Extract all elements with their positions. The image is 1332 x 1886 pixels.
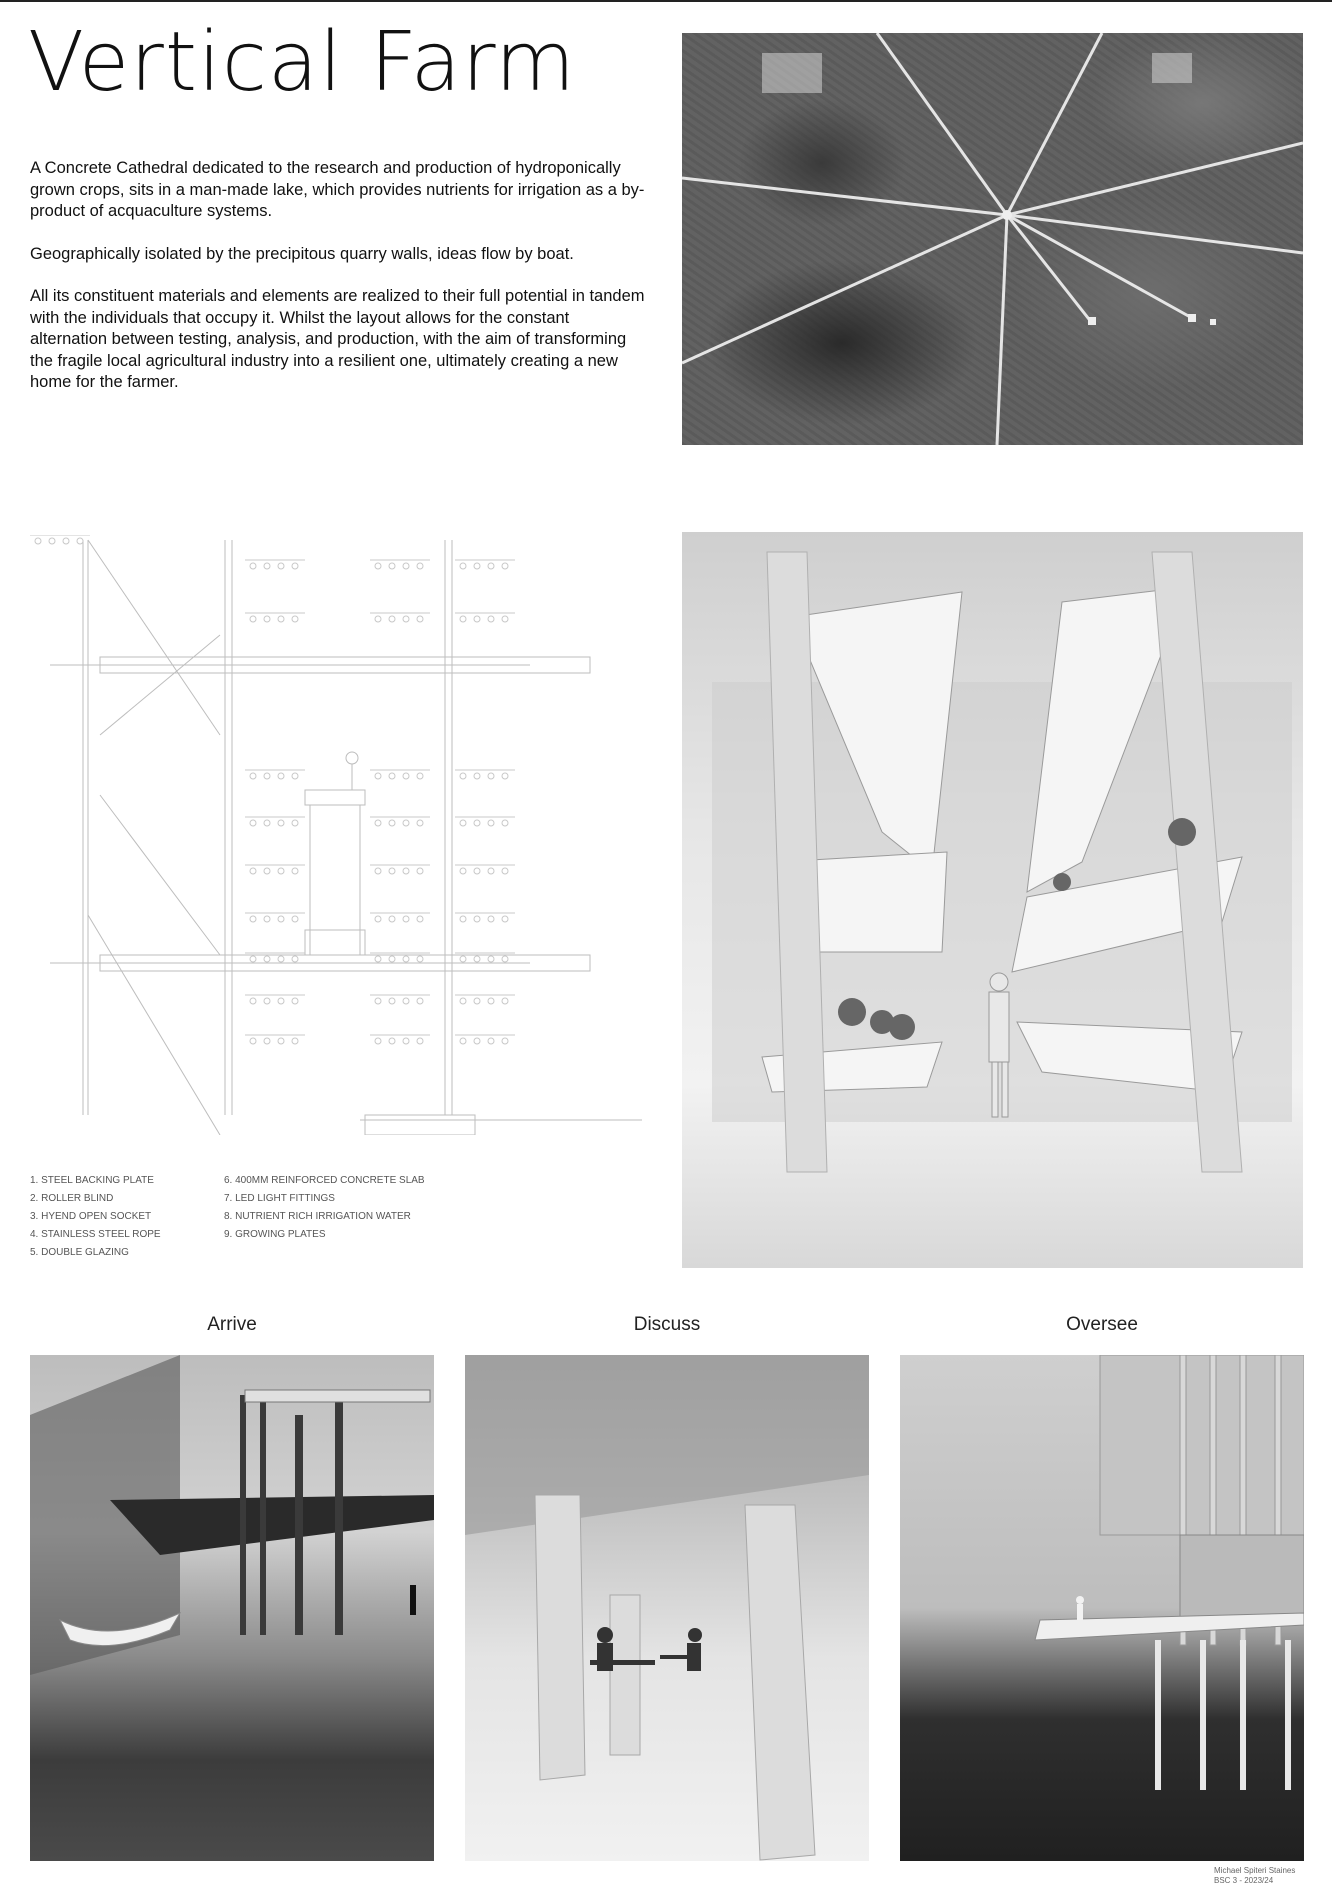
legend-item: 9. GROWING PLATES [224, 1229, 326, 1240]
author-credit [1214, 1866, 1295, 1886]
model-photo-shapes [682, 532, 1303, 1268]
model-photo-interior [682, 532, 1303, 1268]
page-title: Vertical Farm [28, 15, 577, 110]
caption-oversee: Oversee [1066, 1314, 1138, 1335]
photo-oversee-shapes [900, 1355, 1304, 1861]
intro-paragraph-2: Geographically isolated by the precipitous quarry walls, ideas flow by boat. [30, 244, 574, 263]
intro-text [30, 158, 650, 415]
legend-column-1 [30, 1172, 161, 1262]
caption-arrive: Arrive [207, 1314, 257, 1335]
course-year: BSC 3 - 2023/24 [1214, 1876, 1274, 1885]
legend-item: 1. STEEL BACKING PLATE [30, 1175, 154, 1186]
section-drawing-svg [30, 535, 642, 1135]
photo-arrive [30, 1355, 434, 1861]
photo-discuss-shapes [465, 1355, 869, 1861]
author-name: Michael Spiteri Staines [1214, 1866, 1296, 1875]
photo-discuss [465, 1355, 869, 1861]
legend-column-2 [224, 1172, 425, 1244]
intro-paragraph-1: A Concrete Cathedral dedicated to the research and production of hydroponically grown crops, sits in a man-made lake, which provides nutrients for irrigation as a by-product of acquaculture systems. [30, 159, 645, 220]
aerial-site-photo [682, 33, 1303, 445]
legend-item: 6. 400MM REINFORCED CONCRETE SLAB [224, 1175, 425, 1186]
legend-item: 5. DOUBLE GLAZING [30, 1247, 129, 1258]
section-drawing [30, 535, 642, 1135]
legend-item: 8. NUTRIENT RICH IRRIGATION WATER [224, 1211, 411, 1222]
intro-paragraph-3: All its constituent materials and elements are realized to their full potential in tandem with the individuals that occupy it. Whilst the layout allows for the constant alternation between testing, analysis, and production, with the aim of transforming the fragile local agricultural industry into a resilient one, ultimately creating a new home for the farmer. [30, 287, 645, 391]
aerial-center-marker [1002, 210, 1012, 220]
aerial-radial-lines [682, 33, 1303, 445]
legend-item: 2. ROLLER BLIND [30, 1193, 114, 1204]
top-border-line [0, 0, 1332, 2]
legend-item: 3. HYEND OPEN SOCKET [30, 1211, 152, 1222]
legend-item: 7. LED LIGHT FITTINGS [224, 1193, 335, 1204]
photo-arrive-shapes [30, 1355, 434, 1861]
caption-discuss: Discuss [633, 1314, 701, 1335]
legend-item: 4. STAINLESS STEEL ROPE [30, 1229, 161, 1240]
photo-oversee [900, 1355, 1304, 1861]
